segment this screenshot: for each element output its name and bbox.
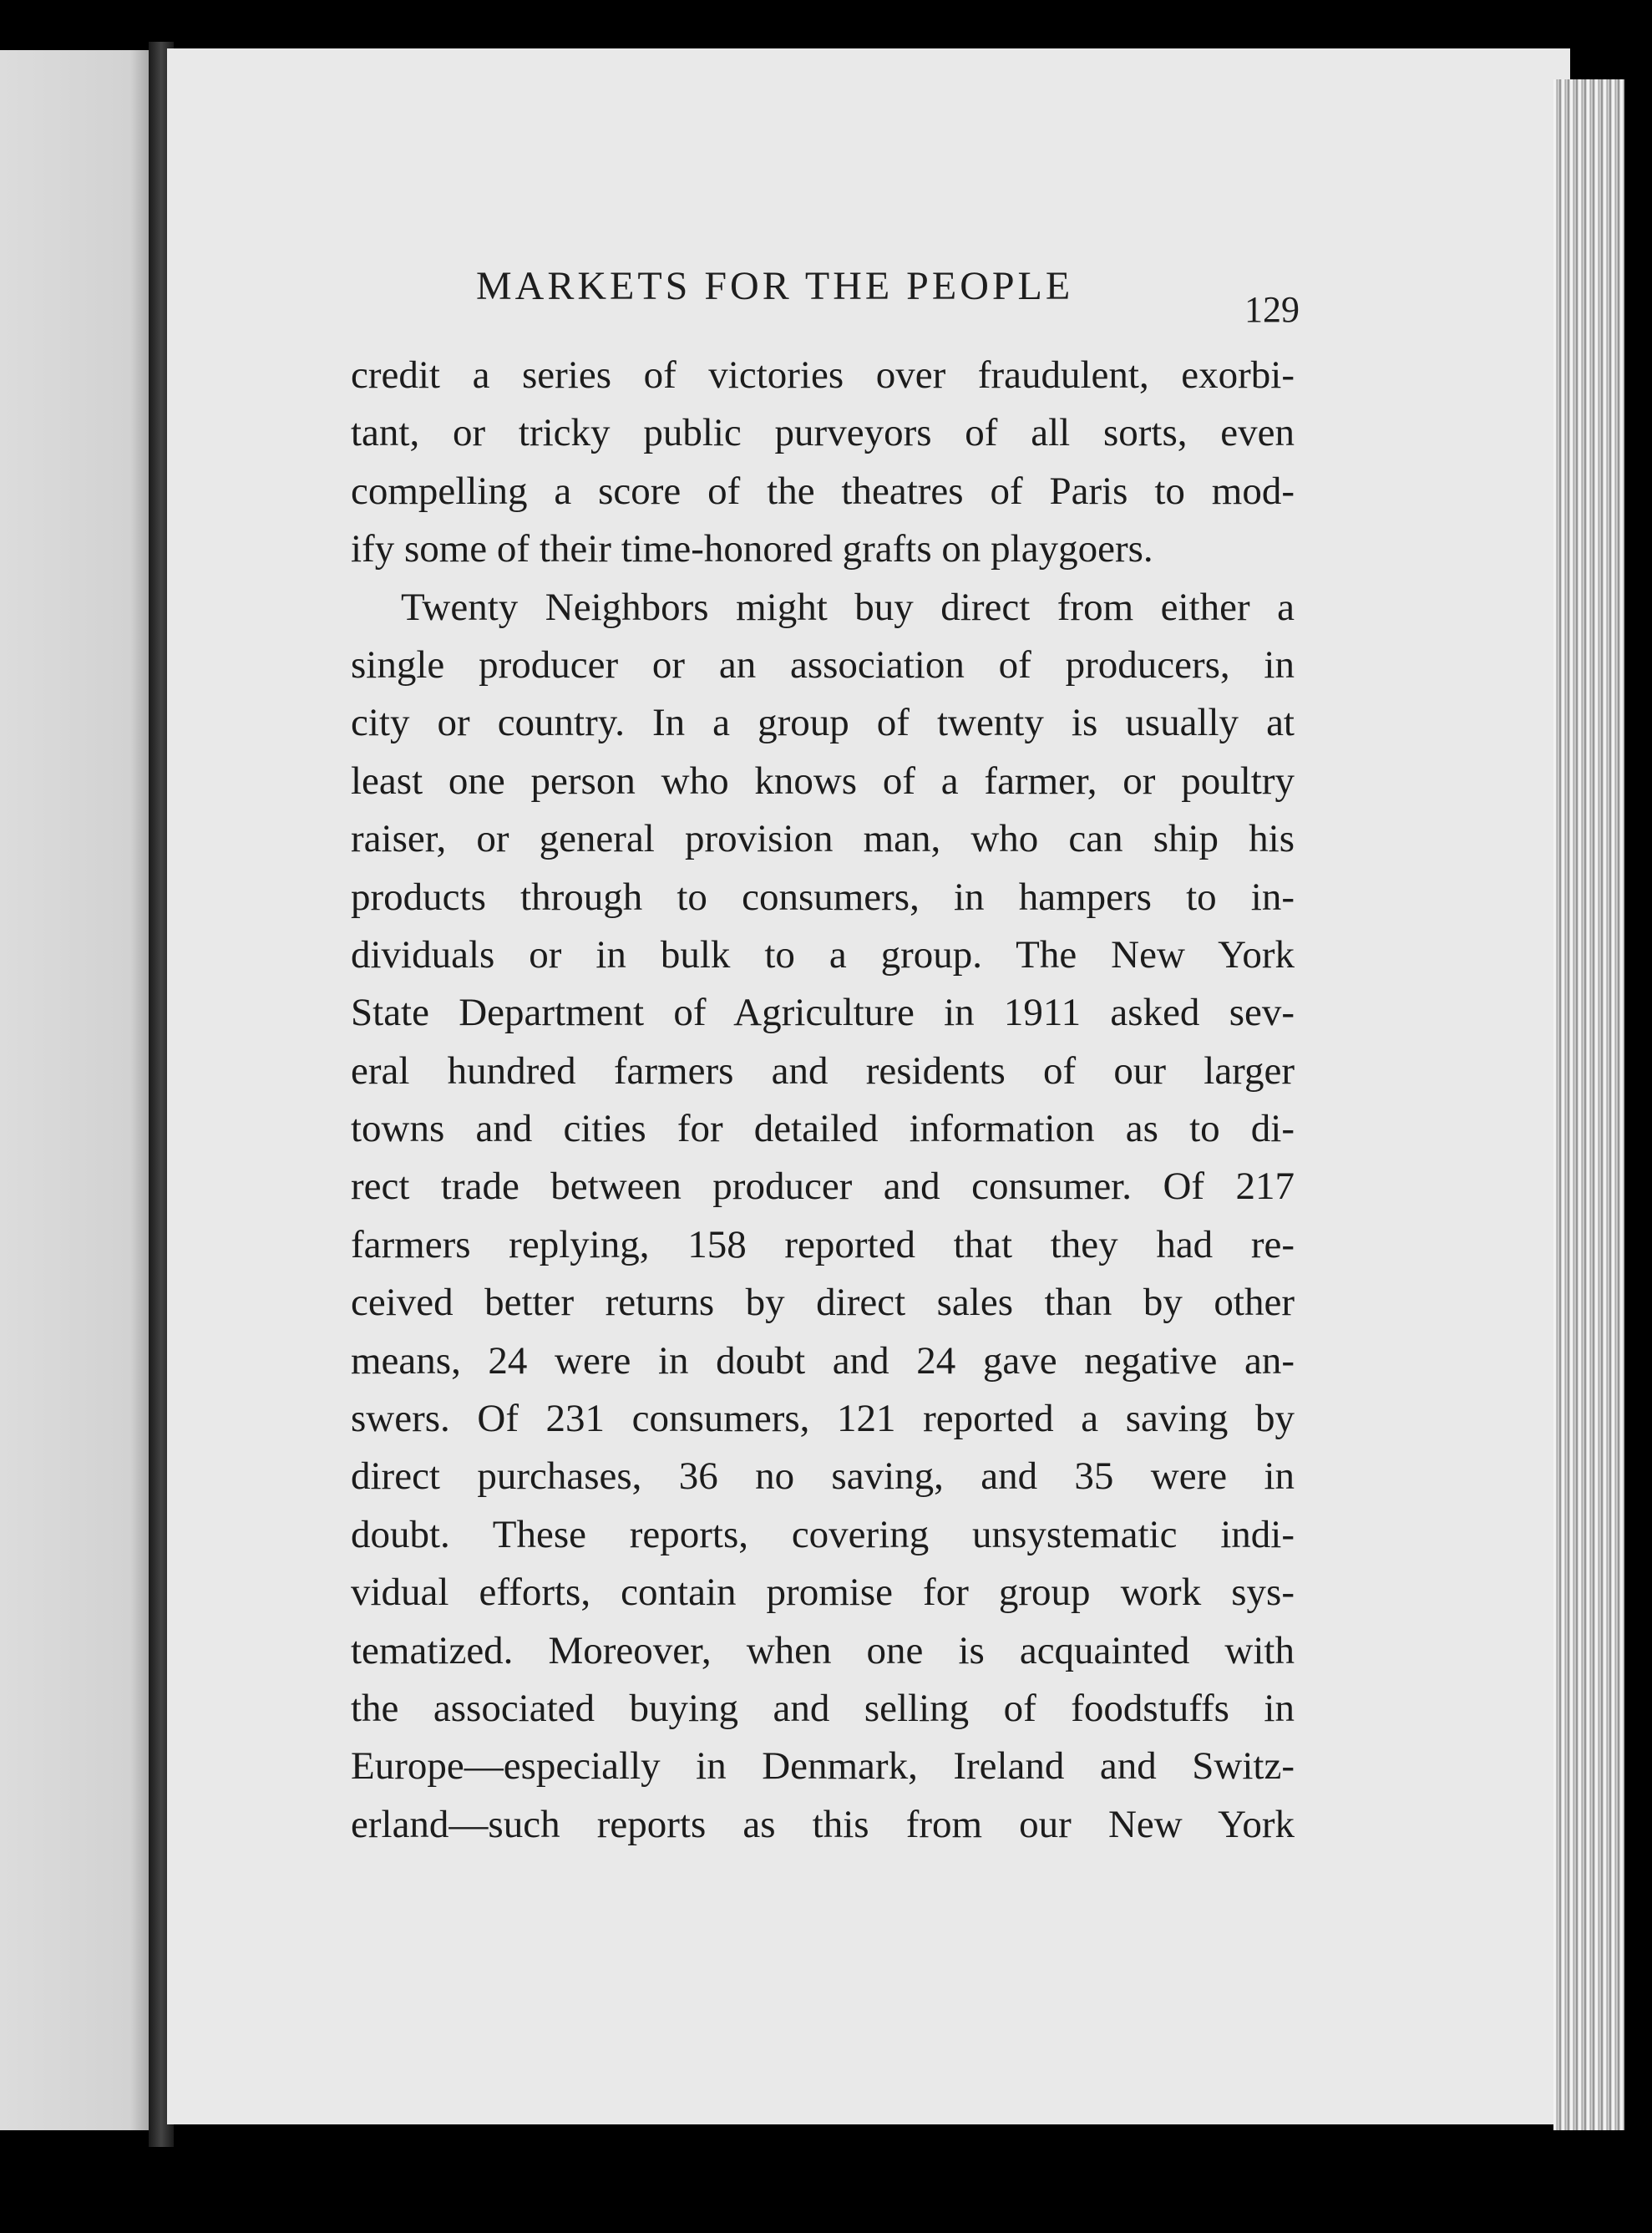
- text-line: ify some of their time-honored grafts on playgoers.: [351, 527, 1153, 571]
- text-line: farmers replying, 158 reported that they had re-: [351, 1222, 1295, 1266]
- text-line: erland—such reports as this from our New York: [351, 1802, 1295, 1846]
- page-edges: [1553, 79, 1624, 2130]
- text-line: doubt. These reports, covering unsystematic indi-: [351, 1512, 1295, 1556]
- text-line: vidual efforts, contain promise for group work sys-: [351, 1571, 1295, 1615]
- text-line: the associated buying and selling of foodstuffs in: [351, 1686, 1295, 1730]
- text-line: means, 24 were in doubt and 24 gave negative an-: [351, 1338, 1295, 1383]
- text-line: eral hundred farmers and residents of our larger: [351, 1048, 1295, 1093]
- text-line: tematized. Moreover, when one is acquainted with: [351, 1628, 1295, 1672]
- running-head: MARKETS FOR THE PEOPLE: [476, 264, 1074, 308]
- text-line: swers. Of 231 consumers, 121 reported a saving by: [351, 1397, 1295, 1441]
- text-line: Europe—especially in Denmark, Ireland and Switz-: [351, 1744, 1295, 1789]
- text-line: products through to consumers, in hampers to in-: [351, 875, 1295, 919]
- text-line: single producer or an association of producers, in: [351, 642, 1295, 687]
- text-line: towns and cities for detailed information as to di-: [351, 1107, 1295, 1151]
- text-line: raiser, or general provision man, who can ship his: [351, 817, 1295, 861]
- text-line: city or country. In a group of twenty is usually at: [351, 701, 1295, 745]
- text-line: State Department of Agriculture in 1911 asked sev-: [351, 991, 1295, 1035]
- body-text: [351, 347, 1295, 1854]
- text-line: compelling a score of the theatres of Paris to mod-: [351, 469, 1295, 513]
- text-line: dividuals or in bulk to a group. The New York: [351, 932, 1295, 977]
- text-line: tant, or tricky public purveyors of all sorts, even: [351, 411, 1295, 455]
- page-number: 129: [1244, 289, 1300, 330]
- text-line: rect trade between producer and consumer. Of 217: [351, 1165, 1295, 1209]
- text-line: ceived better returns by direct sales than by other: [351, 1281, 1295, 1325]
- text-line: Twenty Neighbors might buy direct from either a: [401, 585, 1295, 629]
- facing-page: [0, 50, 163, 2130]
- text-line: direct purchases, 36 no saving, and 35 were in: [351, 1454, 1295, 1499]
- text-line: least one person who knows of a farmer, or poultry: [351, 759, 1295, 803]
- text-line: credit a series of victories over fraudulent, exorbi-: [351, 353, 1295, 397]
